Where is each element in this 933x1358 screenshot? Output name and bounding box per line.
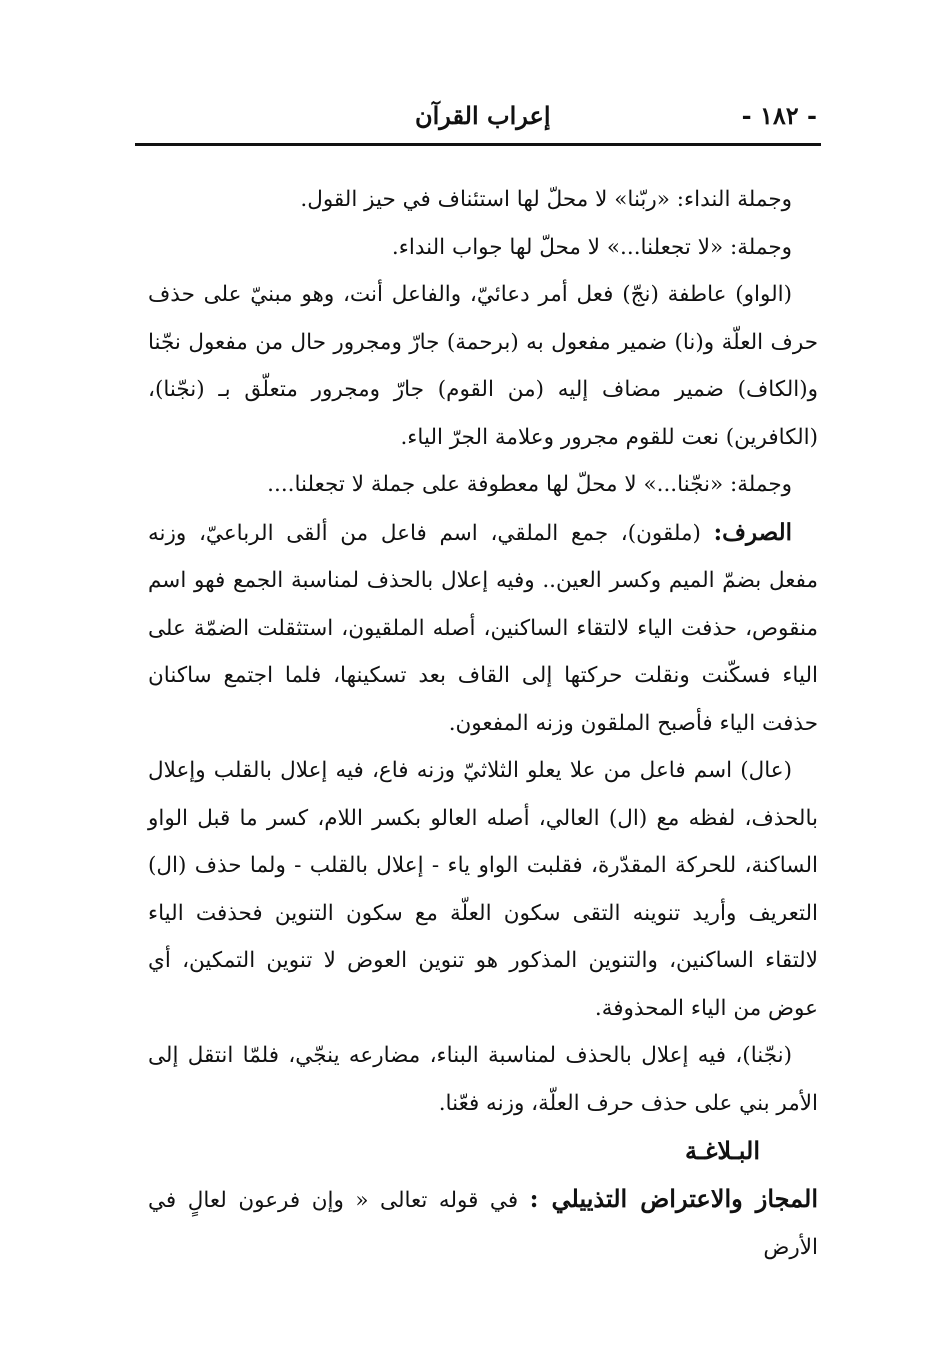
- balagha-paragraph: [148, 1175, 818, 1272]
- header-divider: [135, 143, 821, 146]
- paragraph: وجملة: «نجّنا...» لا محلّ لها معطوفة على جملة لا تجعلنا....: [267, 472, 792, 497]
- sarf-paragraph: [148, 509, 818, 748]
- book-title: إعراب القرآن: [415, 100, 551, 130]
- balagha-label: المجاز والاعتراض التذييلي :: [529, 1183, 818, 1213]
- balagha-text: في قوله تعالى « وإن فرعون لعالٍ في الأرض: [148, 1187, 818, 1260]
- paragraph: وجملة: «لا تجعلنا...» لا محلّ لها جواب النداء.: [391, 234, 792, 260]
- page-number: - ١٨٢ -: [741, 100, 817, 130]
- paragraph: وجملة النداء: «ربّنا» لا محلّ لها استئناف في حيز القول.: [300, 187, 792, 212]
- paragraph: (عال) اسم فاعل من علا يعلو الثلاثيّ وزنه فاع، فيه إعلال بالقلب وإعلال بالحذف، لفظه مع (ال) العالي، أصله العالو بكسر اللام، كسر ما قبل الواو الساكنة، للحركة المقدّرة، فقلبت الواو ياء - إعلال بالقلب - ولما حذف (ال) التعريف وأريد تنوينه التقى سكون العلّة مع سكون التنوين فحذفت الياء لالتقاء الساكنين، والتنوين المذكور هو تنوين العوض لا تنوين التمكين، أي عوض من الياء المحذوفة.: [148, 758, 818, 1021]
- paragraph: (الواو) عاطفة (نجّ) فعل أمر دعائيّ، والفاعل أنت، وهو مبنيّ على حذف حرف العلّة و(نا) ضمير مفعول به (برحمة) جارّ ومجرور حال من مفعول نجّنا و(الكاف) ضمير مضاف إليه (من القوم) جارّ ومجرور متعلّق بـ (نجّنا)، (الكافرين) نعت للقوم مجرور وعلامة الجرّ الياء.: [148, 282, 818, 450]
- page-header: [135, 95, 817, 135]
- section-heading: البـلاغـة: [684, 1136, 760, 1165]
- sarf-label: الصرف:: [713, 518, 793, 546]
- page-body: [148, 176, 818, 1272]
- paragraph: (نجّنا)، فيه إعلال بالحذف لمناسبة البناء، مضارعه ينجّي، فلمّا انتقل إلى الأمر بني على حذف حرف العلّة، وزنه فعّنا.: [148, 1043, 818, 1116]
- sarf-text: (ملقون)، جمع الملقي، اسم فاعل من ألقى الرباعيّ، وزنه مفعل بضمّ الميم وكسر العين.. وفيه إعلال بالحذف لمناسبة الجمع فهو اسم منقوص، حذفت الياء لالتقاء الساكنين، أصله الملقيون، استثقلت الضمّة على الياء فسكّنت ونقلت حركتها إلى القاف بعد تسكينها، فلما اجتمع ساكنان حذفت الياء فأصبح الملقون وزنه المفعون.: [148, 520, 818, 736]
